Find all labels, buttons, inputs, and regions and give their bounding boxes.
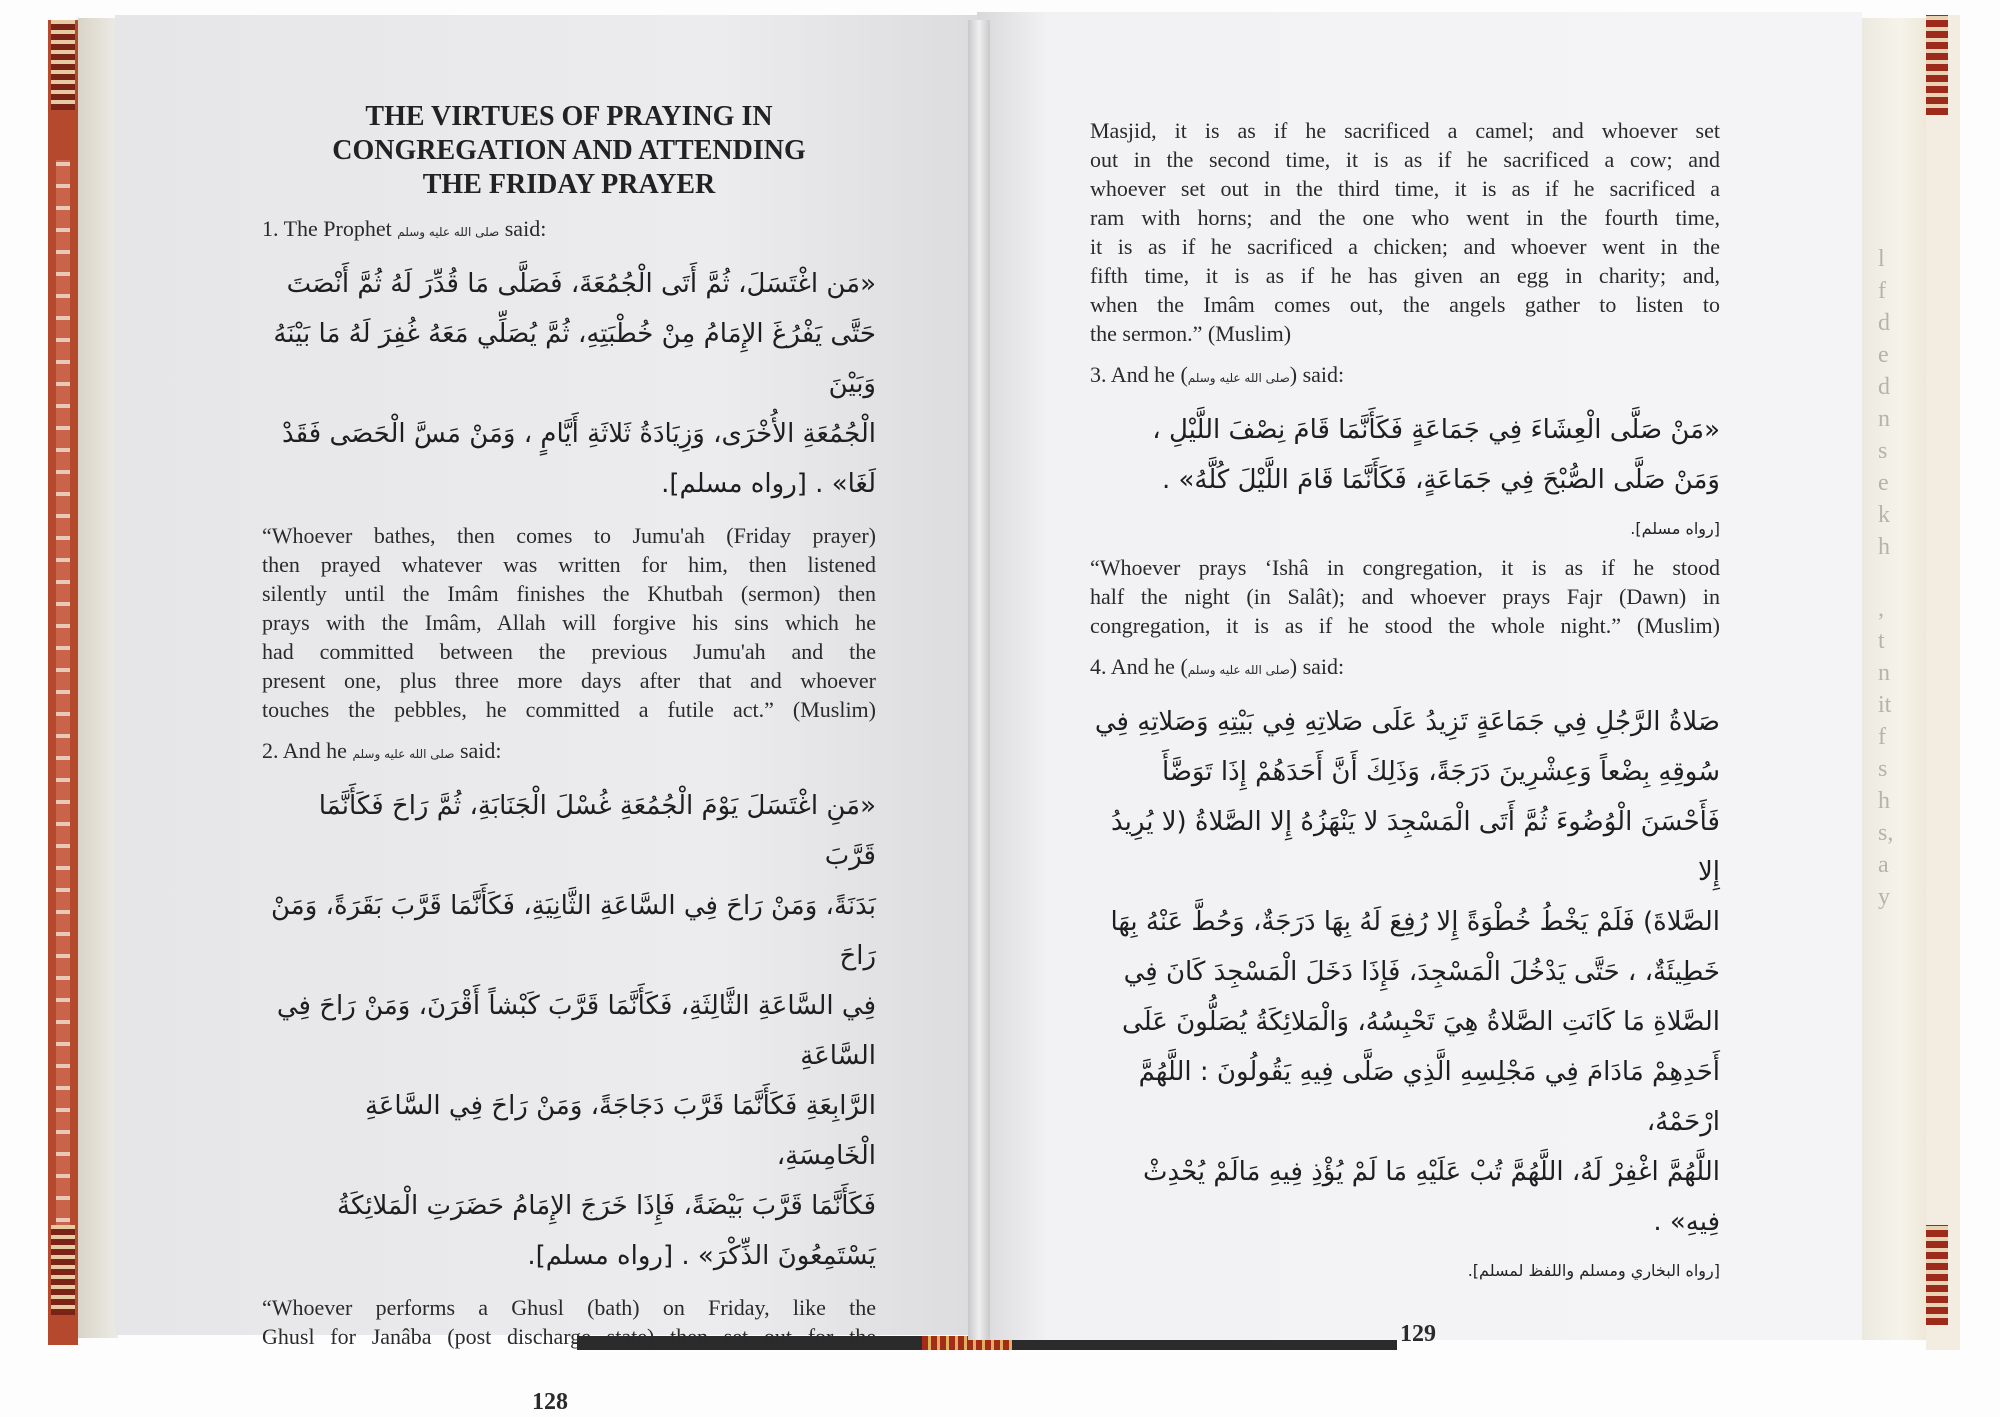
edge-letter: e bbox=[1878, 342, 1889, 368]
edge-letter: y bbox=[1878, 884, 1890, 910]
book-gutter bbox=[968, 20, 990, 1340]
text-line: “Whoever bathes, then comes to Jumu'ah (Friday prayer) bbox=[262, 523, 876, 548]
intro-text: said: bbox=[459, 738, 502, 763]
arabic-line: خَطِيئَةٌ، ، حَتَّى يَدْخُلَ الْمَسْجِدَ، فَإِذَا دَخَلَ الْمَسْجِدَ كَانَ فِي bbox=[1123, 957, 1720, 987]
text-line: half the night (in Salât); and whoever prays Fajr (Dawn) in bbox=[1090, 584, 1720, 609]
item3-intro bbox=[1090, 360, 1720, 393]
text-line: whoever set out in the third time, it is as if he sacrificed a bbox=[1090, 176, 1720, 201]
item1-english bbox=[262, 521, 876, 724]
page-edge-left bbox=[78, 18, 118, 1338]
edge-letter: it bbox=[1878, 692, 1892, 718]
intro-text: 4. And he ( bbox=[1090, 654, 1188, 679]
text-line: the sermon.” (Muslim) bbox=[1090, 321, 1292, 346]
book-cover-left bbox=[48, 20, 78, 1345]
text-line: prays with the Imâm, Allah will forgive his sins which he bbox=[262, 610, 876, 635]
honorific: صلى الله عليه وسلم bbox=[352, 747, 455, 761]
title-line: THE VIRTUES OF PRAYING IN bbox=[365, 101, 773, 132]
intro-text: 3. And he ( bbox=[1090, 362, 1188, 387]
honorific: صلى الله عليه وسلم bbox=[397, 225, 500, 239]
right-page-content bbox=[1090, 116, 1720, 1349]
arabic-line: وَمَنْ صَلَّى الصُّبْحَ فِي جَمَاعَةٍ، فَكَأَنَّمَا قَامَ اللَّيْلَ كُلَّهُ» . bbox=[1161, 465, 1720, 495]
edge-letter: n bbox=[1878, 406, 1890, 432]
page-number-left: 128 bbox=[532, 1389, 568, 1415]
edge-letter: k bbox=[1878, 502, 1890, 528]
edge-letter: n bbox=[1878, 660, 1890, 686]
item2-intro bbox=[262, 736, 876, 769]
honorific: صلى الله عليه وسلم bbox=[1187, 371, 1290, 385]
edge-letter: l bbox=[1878, 246, 1885, 272]
arabic-line: سُوقِهِ بِضْعاً وَعِشْرِينَ دَرَجَةً، وَذَلِكَ أَنَّ أَحَدَهُمْ إِذَا تَوَضَّأَ bbox=[1161, 757, 1720, 787]
text-line: out in the second time, it is as if he sacrificed a cow; and bbox=[1090, 147, 1720, 172]
edge-letter: e bbox=[1878, 470, 1889, 496]
item2-arabic bbox=[262, 781, 876, 1281]
text-line: fifth time, it is as if he has given an egg in charity; and, bbox=[1090, 263, 1720, 288]
arabic-line: يَسْتَمِعُونَ الذِّكْرَ» . [رواه مسلم]. bbox=[527, 1241, 876, 1271]
edge-letter: a bbox=[1878, 852, 1889, 878]
text-line: “Whoever performs a Ghusl (bath) on Friday, like the bbox=[262, 1295, 876, 1320]
text-line: Masjid, it is as if he sacrificed a camel; and whoever set bbox=[1090, 118, 1720, 143]
text-line: congregation, it is as if he stood the whole night.” (Muslim) bbox=[1090, 613, 1720, 638]
arabic-line: «مَنْ صَلَّى الْعِشَاءَ فِي جَمَاعَةٍ فَكَأَنَّمَا قَامَ نِصْفَ اللَّيْلِ ، bbox=[1152, 415, 1720, 445]
book-cover-right bbox=[1926, 15, 1960, 1350]
edge-letter: s bbox=[1878, 756, 1888, 782]
edge-letter: h bbox=[1878, 534, 1890, 560]
left-page-content bbox=[262, 100, 876, 1417]
title-line: CONGREGATION AND ATTENDING bbox=[332, 135, 806, 166]
intro-text: 1. The Prophet bbox=[262, 216, 392, 241]
title-line: THE FRIDAY PRAYER bbox=[422, 169, 716, 200]
text-line: touches the pebbles, he committed a futile act.” (Muslim) bbox=[262, 697, 876, 722]
arabic-line: الصَّلاةِ مَا كَانَتِ الصَّلاةُ هِيَ تَحْبِسُهُ، وَالْمَلائِكَةُ يُصَلُّونَ عَلَى bbox=[1122, 1007, 1720, 1037]
intro-text: 2. And he bbox=[262, 738, 347, 763]
item2-english bbox=[262, 1293, 876, 1351]
item4-reference: [رواه البخاري ومسلم واللفظ لمسلم]. bbox=[1467, 1261, 1720, 1280]
edge-letter: s bbox=[1878, 438, 1888, 464]
item4-arabic bbox=[1090, 697, 1720, 1247]
edge-letter: f bbox=[1878, 724, 1886, 750]
arabic-line: الصَّلاةَ) فَلَمْ يَخْطُ خُطْوَةً إِلا رُفِعَ لَهُ بِهَا دَرَجَةٌ، وَحُطَّ عَنْهُ بِهَا bbox=[1110, 907, 1720, 937]
chapter-title bbox=[262, 100, 876, 202]
item1-arabic bbox=[262, 259, 876, 509]
edge-letter: d bbox=[1878, 310, 1890, 336]
edge-letter: h bbox=[1878, 788, 1890, 814]
cover-ornament-icon bbox=[51, 20, 75, 110]
honorific: صلى الله عليه وسلم bbox=[1187, 663, 1290, 677]
cover-ornament-icon bbox=[51, 1225, 75, 1315]
arabic-line: حَتَّى يَفْرُغَ الإِمَامُ مِنْ خُطْبَتِهِ، ثُمَّ يُصَلِّي مَعَهُ غُفِرَ لَهُ مَا بَيْنَهُ وَبَيْنَ bbox=[273, 319, 876, 399]
text-line: when the Imâm comes out, the angels gather to listen to bbox=[1090, 292, 1720, 317]
item3-arabic bbox=[1090, 405, 1720, 505]
intro-text: ) said: bbox=[1289, 362, 1345, 387]
arabic-line: الْجُمُعَةِ الأُخْرَى، وَزِيَادَةُ ثَلاثَةِ أَيَّامٍ ، وَمَنْ مَسَّ الْحَصَى فَقَدْ bbox=[281, 419, 876, 449]
text-line: had committed between the previous Jumu'ah and the bbox=[262, 639, 876, 664]
text-line: ram with horns; and the one who went in the fourth time, bbox=[1090, 205, 1720, 230]
cover-ornament-icon bbox=[1926, 15, 1948, 115]
text-line: Ghusl for Janâba (post discharge state) then set out for the bbox=[262, 1324, 876, 1349]
intro-text: ) said: bbox=[1289, 654, 1345, 679]
arabic-line: الرَّابِعَةِ فَكَأَنَّمَا قَرَّبَ دَجَاجَةً، وَمَنْ رَاحَ فِي السَّاعَةِ الْخَامِسَةِ، bbox=[364, 1091, 876, 1171]
arabic-line: بَدَنَةً، وَمَنْ رَاحَ فِي السَّاعَةِ الثَّانِيَةِ، فَكَأَنَّمَا قَرَّبَ بَقَرَةً، وَمَنْ رَاحَ bbox=[271, 891, 876, 971]
arabic-line: لَغَا» . [رواه مسلم]. bbox=[661, 469, 876, 499]
arabic-line: فَأَحْسَنَ الْوُضُوءَ ثُمَّ أَتَى الْمَسْجِدَ لا يَنْهَزُهُ إِلا الصَّلاةُ (لا يُرِيدُ إِلا bbox=[1110, 807, 1720, 887]
item3-reference: [رواه مسلم]. bbox=[1630, 519, 1720, 538]
continued-english bbox=[1090, 116, 1720, 348]
edge-letter: f bbox=[1878, 278, 1886, 304]
edge-letter: , bbox=[1878, 596, 1884, 622]
item1-intro bbox=[262, 214, 876, 247]
item4-intro bbox=[1090, 652, 1720, 685]
edge-letter: t bbox=[1878, 628, 1885, 654]
item3-english bbox=[1090, 553, 1720, 640]
cover-ornament-icon bbox=[1926, 1225, 1948, 1325]
arabic-line: «مَن اغْتَسَلَ، ثُمَّ أَتَى الْجُمُعَةَ، فَصَلَّى مَا قُدِّرَ لَهُ ثُمَّ أَنْصَتَ bbox=[286, 269, 876, 299]
intro-text: said: bbox=[504, 216, 547, 241]
arabic-line: أَحَدِهِمْ مَادَامَ فِي مَجْلِسِهِ الَّذِي صَلَّى فِيهِ يَقُولُونَ : اللَّهُمَّ ارْحَمْهُ، bbox=[1138, 1057, 1720, 1137]
arabic-line: فِي السَّاعَةِ الثَّالِثَةِ، فَكَأَنَّمَا قَرَّبَ كَبْشاً أَقْرَنَ، وَمَنْ رَاحَ فِي السَّاعَةِ bbox=[276, 991, 876, 1071]
arabic-line: اللَّهُمَّ اغْفِرْ لَهُ، اللَّهُمَّ تُبْ عَلَيْهِ مَا لَمْ يُؤْذِ فِيهِ مَالَمْ يُحْدِثْ فِيهِ» . bbox=[1143, 1157, 1720, 1237]
text-line: silently until the Imâm finishes the Khutbah (sermon) then bbox=[262, 581, 876, 606]
arabic-line: فَكَأَنَّمَا قَرَّبَ بَيْضَةً، فَإِذَا خَرَجَ الإِمَامُ حَضَرَتِ الْمَلائِكَةُ bbox=[337, 1191, 876, 1221]
page-number-right: 129 bbox=[1400, 1321, 1436, 1347]
cover-band bbox=[56, 160, 70, 1240]
edge-letter: d bbox=[1878, 374, 1890, 400]
arabic-line: صَلاةُ الرَّجُلِ فِي جَمَاعَةٍ تَزِيدُ عَلَى صَلاتِهِ فِي بَيْتِهِ وَصَلاتِهِ فِي bbox=[1094, 707, 1720, 737]
text-line: then prayed whatever was written for him, then listened bbox=[262, 552, 876, 577]
text-line: present one, plus three more days after that and whoever bbox=[262, 668, 876, 693]
edge-letter: s, bbox=[1878, 820, 1894, 846]
text-line: it is as if he sacrificed a chicken; and whoever went in the bbox=[1090, 234, 1720, 259]
arabic-line: «مَنِ اغْتَسَلَ يَوْمَ الْجُمُعَةِ غُسْلَ الْجَنَابَةِ، ثُمَّ رَاحَ فَكَأَنَّمَا قَرَّبَ bbox=[318, 791, 876, 871]
text-line: “Whoever prays ‘Ishâ in congregation, it is as if he stood bbox=[1090, 555, 1720, 580]
